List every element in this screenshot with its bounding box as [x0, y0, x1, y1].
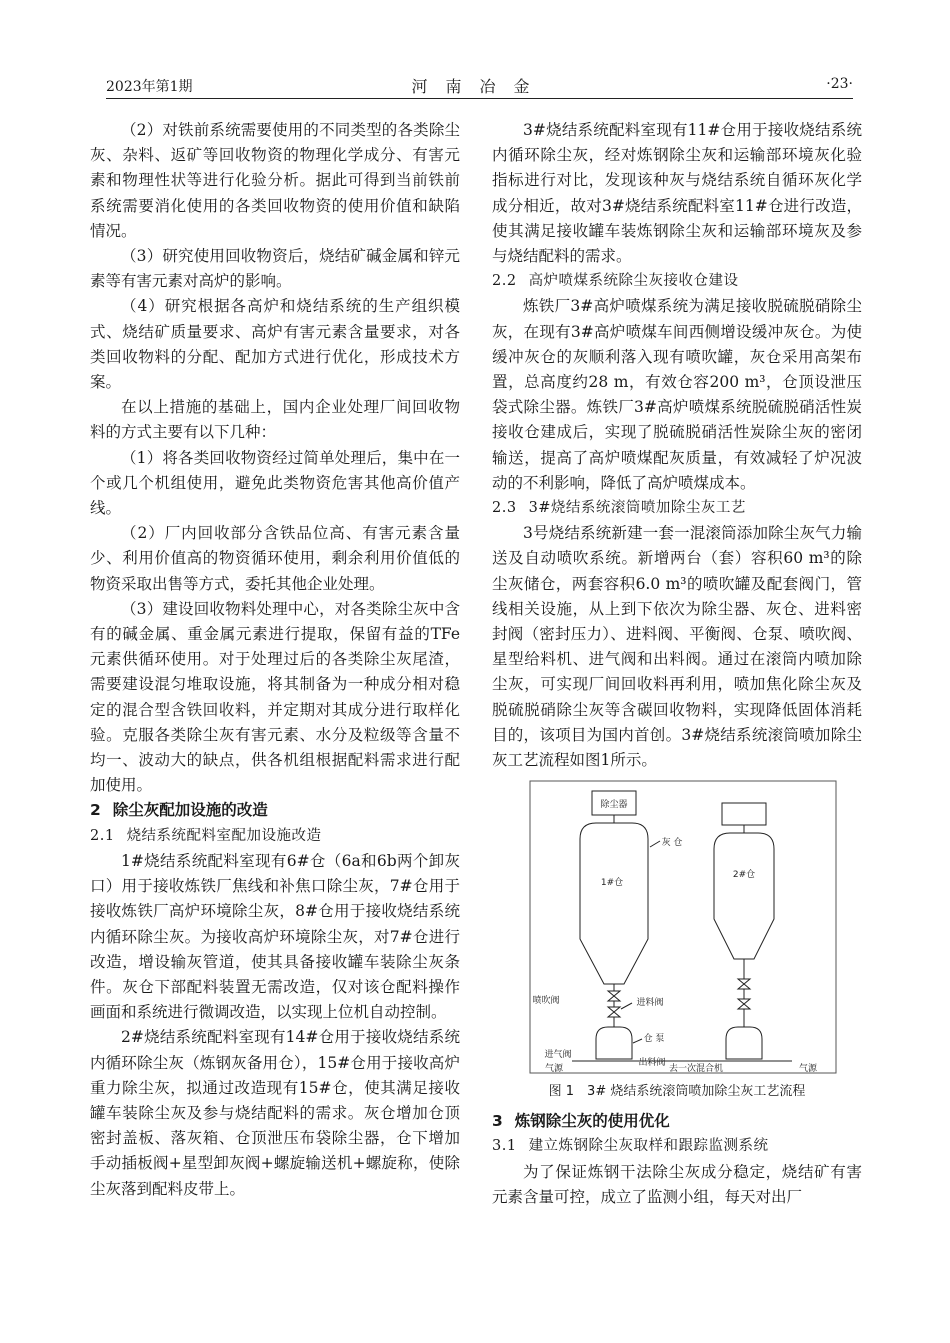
- feed-valve-label: 进料阀: [636, 998, 664, 1009]
- paragraph: 在以上措施的基础上，国内企业处理厂间回收物料的方式主要有以下几种：: [90, 398, 460, 442]
- paragraph: 3#烧结系统配料室现有11#仓用于接收烧结系统内循环除尘灰，经对炼钢除尘灰和运输部环境灰化验指标进行对比，发现该种灰与烧结系统自循环灰化学成分相近，故对3#烧结系统配料室11#仓进行改造，使其满足接收罐车装炼钢除尘灰和运输部环境灰及参与烧结配料的需求。: [492, 121, 862, 266]
- page-number: ·23·: [826, 76, 853, 92]
- section-number: 2: [90, 801, 101, 820]
- section-heading-2: [90, 798, 460, 823]
- issue-label: 2023年第1期: [106, 79, 193, 95]
- left-column: [90, 118, 460, 1202]
- section-heading-3: [492, 1109, 862, 1134]
- ash-bin-label: 灰 仓: [661, 838, 683, 849]
- figure-frame: [530, 781, 836, 1073]
- paragraph: （3）研究使用回收物资后，烧结矿碱金属和锌元素等有害元素对高炉的影响。: [90, 247, 460, 291]
- subsection-title: 3#烧结系统滚筒喷加除尘灰工艺: [528, 500, 746, 517]
- subsection-number: 2.1: [90, 827, 115, 844]
- leader-line: [650, 841, 660, 847]
- valve-icon: [738, 999, 750, 1009]
- subsection-number: 3.1: [492, 1138, 517, 1155]
- page-header: [106, 70, 853, 100]
- pump-label: 仓 泵: [643, 1034, 665, 1045]
- air-source-right-label: 气源: [798, 1064, 818, 1075]
- dust-collector-label: 除尘器: [600, 800, 628, 811]
- valve-icon: [608, 991, 620, 1001]
- subsection-number: 2.2: [492, 273, 517, 290]
- section-title: 炼钢除尘灰的使用优化: [514, 1112, 670, 1131]
- valve-icon: [608, 1007, 620, 1017]
- outlet-valve-label: 出料阀: [638, 1058, 666, 1069]
- bin1-body: [580, 823, 648, 984]
- figure-caption: 图 1 3# 烧结系统滚筒喷加除尘灰工艺流程: [548, 1084, 806, 1100]
- air-source-left-label: 气源: [544, 1064, 564, 1075]
- paragraph: （2）厂内回收部分含铁品位高、有害元素含量少、利用价值高的物资循环使用，剩余利用价值低的物资采取出售等方式，委托其他企业处理。: [90, 524, 460, 593]
- to-mixer-label: 去一次混合机: [668, 1064, 724, 1075]
- paragraph: 3号烧结系统新建一套一混滚筒添加除尘灰气力输送及自动喷吹系统。新增两台（套）容积60 m³的除尘灰储仓，两套容积6.0 m³的喷吹罐及配套阀门，管线相关设施，从上到下依次为除尘器、灰仓、进料密封阀（密封压力）、进料阀、平衡阀、仓泵、喷吹阀、星型给料机、进气阀和出料阀。通过在滚筒内喷加除尘灰，可实现厂间回收料再利用，喷加焦化除尘灰及脱硫脱硝除尘灰等含碳回收物料，实现降低固体消耗目的，该项目为国内首创。3#烧结系统滚筒喷加除尘灰工艺流程如图1所示。: [492, 524, 862, 770]
- spray-valve-label: 喷吹阀: [532, 996, 560, 1007]
- inlet-valve-label: 进气阀: [544, 1050, 572, 1061]
- leader-line: [633, 1039, 642, 1043]
- subsection-heading-3-1: [492, 1134, 862, 1159]
- valve-icon: [738, 979, 750, 989]
- dust-collector-box-2: [722, 803, 766, 825]
- bin2-body: [714, 833, 774, 959]
- paragraph: 炼铁厂3#高炉喷煤系统为满足接收脱硫脱硝除尘灰，在现有3#高炉喷煤车间西侧增设缓冲灰仓。为使缓冲灰仓的灰顺利落入现有喷吹罐，灰仓采用高架布置，总高度约28 m，有效仓容200 m³，仓顶设泄压袋式除尘器。炼铁厂3#高炉喷煤系统脱硫脱硝活性炭接收仓建成后，实现了脱硫脱硝活性炭除尘灰的密闭输送，提高了高炉喷煤配灰质量，有效减轻了炉况波动的不利影响，降低了高炉喷煤成本。: [492, 297, 862, 492]
- paragraph: （1）将各类回收物资经过简单处理后，集中在一个或几个机组使用，避免此类物资危害其他高价值产线。: [90, 448, 460, 518]
- paragraph: 1#烧结系统配料室现有6#仓（6a和6b两个卸灰口）用于接收炼铁厂焦线和补焦口除尘灰，7#仓用于接收炼铁厂高炉环境除尘灰，8#仓用于接收烧结系统内循环除尘灰。为接收高炉环境除尘灰，对7#仓进行改造，增设输灰管道，使其具备接收罐车装除尘灰条件。灰仓下部配料装置无需改造，仅对该仓配料操作画面和系统进行微调改造，以实现上位机自动控制。: [90, 851, 460, 1022]
- bin2-label: 2#仓: [732, 870, 756, 881]
- paragraph: （4）研究根据各高炉和烧结系统的生产组织模式、烧结矿质量要求、高炉有害元素含量要求，对各类回收物料的分配、配加方式进行优化，形成技术方案。: [90, 297, 460, 392]
- process-flow-figure: [492, 779, 862, 1079]
- leader-line: [621, 1003, 632, 1009]
- right-column: [492, 118, 862, 1210]
- section-number: 3: [492, 1112, 503, 1131]
- process-flow-diagram: [492, 779, 862, 1079]
- subsection-heading-2-2: [492, 269, 862, 294]
- header-rule: [106, 98, 853, 99]
- bin1-label: 1#仓: [600, 878, 624, 889]
- paragraph: （2）对铁前系统需要使用的不同类型的各类除尘灰、杂料、返矿等回收物资的物理化学成分、有害元素和物理性状等进行化验分析。据此可得到当前铁前系统需要消化使用的各类回收物资的使用价值和缺陷情况。: [90, 121, 460, 240]
- subsection-title: 高炉喷煤系统除尘灰接收仓建设: [528, 273, 739, 290]
- subsection-heading-2-3: [492, 496, 862, 521]
- subsection-title: 建立炼钢除尘灰取样和跟踪监测系统: [528, 1138, 769, 1155]
- subsection-heading-2-1: [90, 824, 460, 849]
- section-title: 除尘灰配加设施的改造: [112, 801, 268, 820]
- subsection-title: 烧结系统配料室配加设施改造: [126, 827, 322, 844]
- paragraph: 2#烧结系统配料室现有14#仓用于接收烧结系统内循环除尘灰（炼钢灰备用仓），15#仓用于接收高炉重力除尘灰，拟通过改造现有15#仓，使其满足接收罐车装除尘灰及参与烧结配料的需求。灰仓增加仓顶密封盖板、落灰箱、仓顶泄压布袋除尘器，仓下增加手动插板阀+星型卸灰阀+螺旋输送机+螺旋称，使除尘灰落到配料皮带上。: [90, 1028, 460, 1198]
- journal-title: 河南冶金: [411, 77, 548, 96]
- paragraph: 为了保证炼钢干法除尘灰成分稳定，烧结矿有害元素含量可控，成立了监测小组，每天对出厂: [492, 1162, 862, 1206]
- pump2-body: [726, 1027, 762, 1059]
- subsection-number: 2.3: [492, 500, 517, 517]
- paragraph: （3）建设回收物料处理中心，对各类除尘灰中含有的碱金属、重金属元素进行提取，保留有益的TFe元素供循环使用。对于处理过后的各类除尘灰尾渣，需要建设混匀堆取设施，将其制备为一种成分相对稳定的混合型含铁回收料，并定期对其成分进行取样化验。克服各类除尘灰有害元素、水分及粒级等含量不均一、波动大的缺点，供各机组根据配料需求进行配加使用。: [90, 599, 460, 795]
- pump1-body: [596, 1027, 632, 1059]
